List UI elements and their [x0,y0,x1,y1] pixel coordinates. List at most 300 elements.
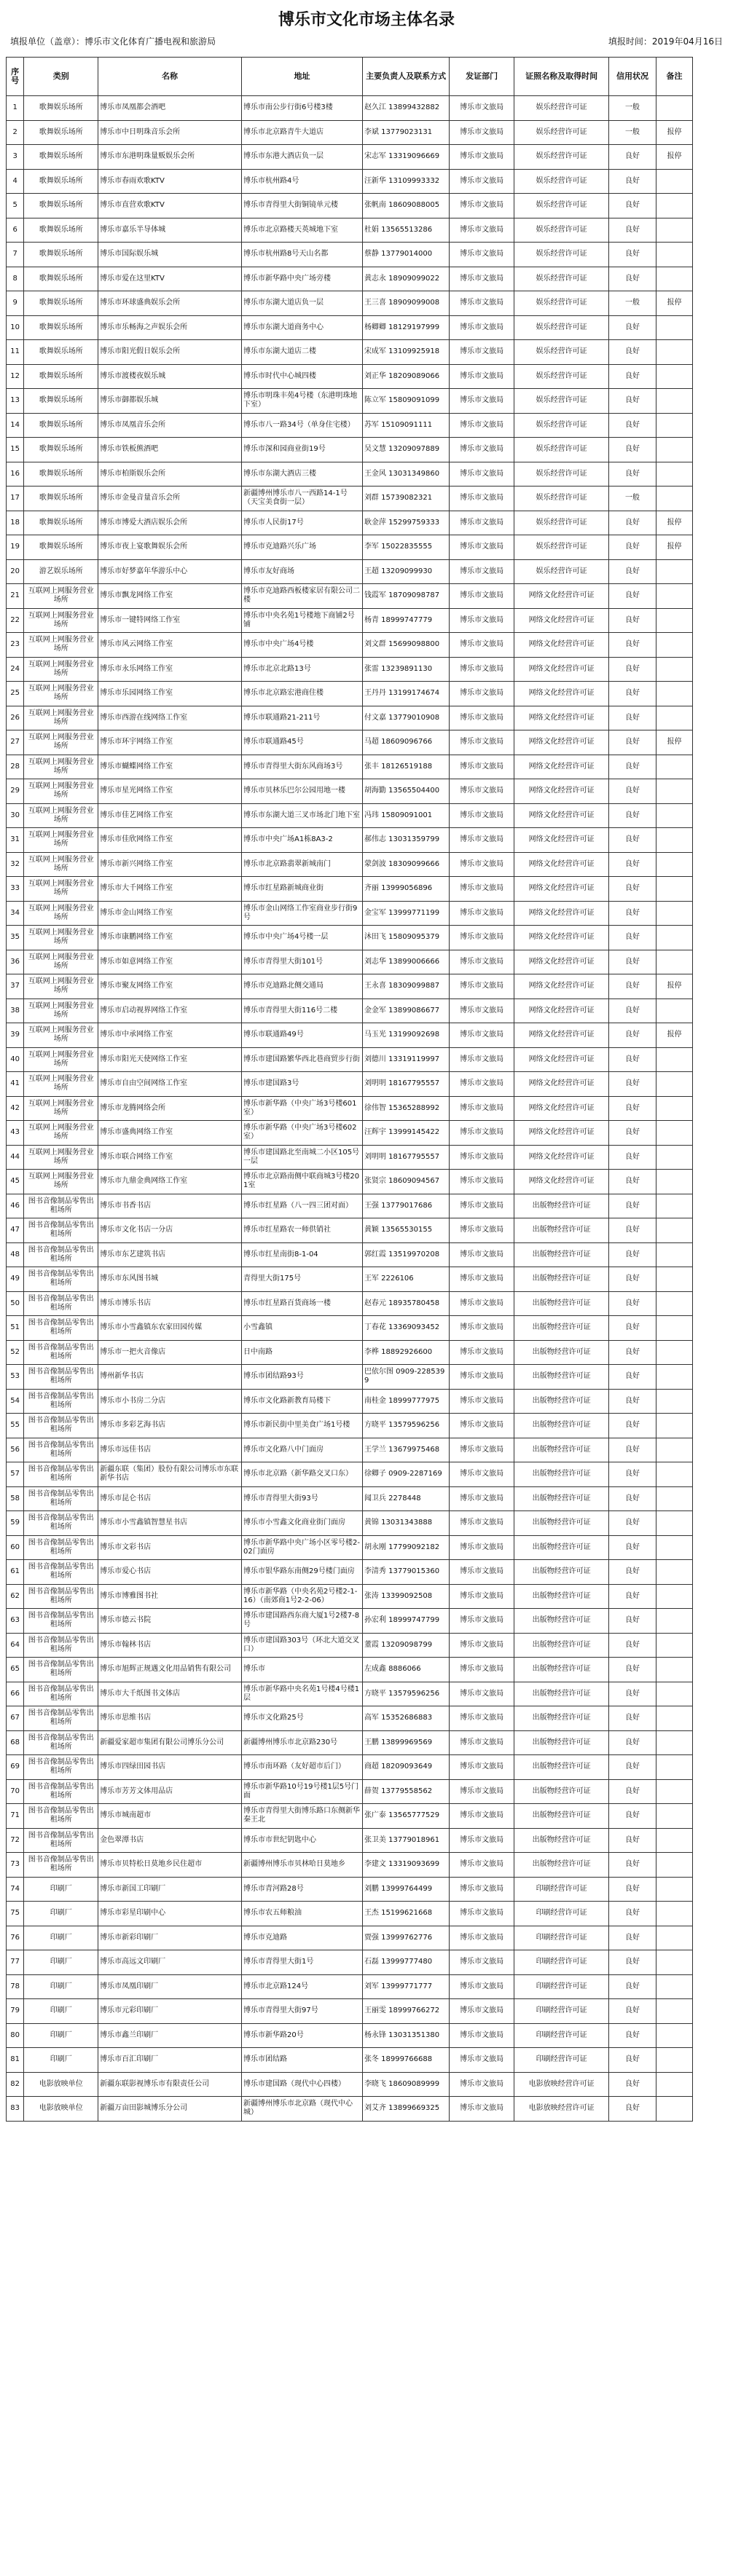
table-row [7,243,727,267]
cell-issuer: 博乐市文旅局 [450,1047,514,1072]
cell-name: 博乐市金山网络工作室 [98,901,242,926]
cell-index: 12 [7,364,24,389]
cell-address: 博乐市建国路北至南城二小区105号一层 [242,1145,363,1170]
table-row [7,926,727,950]
cell-address: 博乐市联通路21-211号 [242,706,363,730]
cell-name: 博乐市盛典网络工作室 [98,1121,242,1146]
cell-remark [656,1340,693,1365]
cell-credit: 良好 [609,1779,656,1804]
cell-index: 8 [7,267,24,291]
cell-license: 网络文化经营许可证 [514,657,609,682]
cell-index: 74 [7,1877,24,1902]
table-row [7,1511,727,1536]
cell-category: 互联网上网服务营业场所 [24,852,98,877]
cell-address: 博乐市团结路93号 [242,1365,363,1390]
cell-category: 互联网上网服务营业场所 [24,1121,98,1146]
cell-credit: 良好 [609,803,656,828]
cell-remark [656,267,693,291]
cell-name: 博乐市新兴网络工作室 [98,852,242,877]
cell-remark [656,1145,693,1170]
cell-issuer: 博乐市文旅局 [450,1682,514,1706]
cell-name: 博乐市龙腾网络会所 [98,1096,242,1121]
cell-index: 10 [7,315,24,340]
cell-issuer: 博乐市文旅局 [450,487,514,511]
cell-address: 博乐市农五师粮油 [242,1902,363,1926]
cell-address: 博乐市新华路中央名苑1号楼4号楼1层 [242,1682,363,1706]
cell-category: 歌舞娱乐场所 [24,120,98,145]
cell-address: 博乐市中央广场A1栋8A3-2 [242,828,363,853]
cell-credit: 良好 [609,706,656,730]
cell-name: 博乐市乐畅海之声娱乐会所 [98,315,242,340]
cell-category: 互联网上网服务营业场所 [24,974,98,999]
cell-contact: 杨永锋 13031351380 [362,2023,449,2048]
cell-issuer: 博乐市文旅局 [450,1486,514,1511]
cell-license: 出版物经营许可证 [514,1633,609,1658]
cell-issuer: 博乐市文旅局 [450,1633,514,1658]
cell-category: 图书音像制品零售出租场所 [24,1194,98,1218]
cell-address: 博乐市建国路西东商大厦1号2楼7-8号 [242,1609,363,1634]
cell-issuer: 博乐市文旅局 [450,413,514,438]
cell-license: 印刷经营许可证 [514,2048,609,2073]
cell-contact: 南桂金 18999777975 [362,1389,449,1414]
cell-category: 图书音像制品零售出租场所 [24,1804,98,1829]
cell-credit: 一般 [609,96,656,121]
cell-category: 电影放映单位 [24,2072,98,2097]
cell-address: 博乐市青得里大街铜镜单元楼 [242,194,363,218]
cell-index: 18 [7,511,24,535]
cell-index: 61 [7,1560,24,1585]
cell-license: 出版物经营许可证 [514,1340,609,1365]
cell-credit: 良好 [609,1974,656,1999]
cell-category: 图书音像制品零售出租场所 [24,1462,98,1487]
cell-category: 互联网上网服务营业场所 [24,1023,98,1048]
cell-license: 出版物经营许可证 [514,1438,609,1462]
cell-credit: 良好 [609,1145,656,1170]
cell-credit: 良好 [609,877,656,902]
cell-issuer: 博乐市文旅局 [450,974,514,999]
table-row [7,755,727,779]
cell-category: 互联网上网服务营业场所 [24,1072,98,1097]
cell-category: 互联网上网服务营业场所 [24,926,98,950]
cell-remark: 报停 [656,511,693,535]
cell-address: 博乐市青得里大街1号 [242,1950,363,1975]
cell-index: 60 [7,1535,24,1560]
cell-address: 博乐市新华路（中央名苑2号楼2-1-16）（南郊商1号2-2-06） [242,1584,363,1609]
cell-remark [656,1267,693,1292]
cell-credit: 良好 [609,1267,656,1292]
cell-license: 网络文化经营许可证 [514,682,609,706]
cell-contact: 汪辉宇 13999145422 [362,1121,449,1146]
cell-credit: 良好 [609,926,656,950]
cell-issuer: 博乐市文旅局 [450,1902,514,1926]
cell-license: 娱乐经营许可证 [514,194,609,218]
header-license: 证照名称及取得时间 [514,58,609,96]
cell-address: 博乐市南公步行街6号楼3楼 [242,96,363,121]
cell-contact: 徐卿子 0909-2287169 [362,1462,449,1487]
cell-remark [656,1902,693,1926]
cell-index: 50 [7,1291,24,1316]
cell-name: 博乐市金曼音量音乐会所 [98,487,242,511]
cell-license: 出版物经营许可证 [514,1389,609,1414]
cell-issuer: 博乐市文旅局 [450,1414,514,1438]
cell-remark: 报停 [656,535,693,560]
cell-category: 图书音像制品零售出租场所 [24,1218,98,1243]
cell-address: 博乐市青得里大街116号二楼 [242,999,363,1023]
cell-remark [656,2023,693,2048]
cell-license: 网络文化经营许可证 [514,755,609,779]
cell-issuer: 博乐市文旅局 [450,999,514,1023]
cell-name: 博乐市西游在线网络工作室 [98,706,242,730]
cell-credit: 良好 [609,950,656,974]
cell-contact: 蒙剑波 18309099666 [362,852,449,877]
table-row [7,1682,727,1706]
cell-license: 出版物经营许可证 [514,1682,609,1706]
cell-credit: 良好 [609,2048,656,2073]
cell-index: 58 [7,1486,24,1511]
cell-index: 65 [7,1658,24,1682]
cell-name: 新疆爱家超市集团有限公司博乐分公司 [98,1730,242,1755]
cell-remark [656,243,693,267]
cell-name: 新疆东联影视博乐市有限责任公司 [98,2072,242,2097]
cell-issuer: 博乐市文旅局 [450,852,514,877]
cell-name: 博州新华书店 [98,1365,242,1390]
cell-index: 64 [7,1633,24,1658]
cell-remark [656,1706,693,1731]
cell-name: 新疆东联（集团）股份有限公司博乐市东联新华书店 [98,1462,242,1487]
cell-contact: 张雷 13239891130 [362,657,449,682]
cell-contact: 商超 18209093649 [362,1755,449,1780]
cell-issuer: 博乐市文旅局 [450,535,514,560]
cell-address: 博乐市新华路中央广场小区零号楼2-02门面房 [242,1535,363,1560]
table-row [7,145,727,170]
cell-index: 82 [7,2072,24,2097]
cell-contact: 张冬 18999766688 [362,2048,449,2073]
cell-address: 博乐市青河路28号 [242,1877,363,1902]
cell-credit: 良好 [609,1902,656,1926]
cell-remark [656,608,693,633]
cell-address: 博乐市贝林乐巴尔公园用地一楼 [242,779,363,804]
cell-contact: 刘群 15739082321 [362,487,449,511]
cell-index: 29 [7,779,24,804]
cell-index: 21 [7,584,24,609]
cell-contact: 薛贺 13779558562 [362,1779,449,1804]
cell-address: 博乐市东湖大道商务中心 [242,315,363,340]
table-row [7,1340,727,1365]
cell-address: 博乐市克迪路北侧交通局 [242,974,363,999]
cell-index: 26 [7,706,24,730]
cell-license: 娱乐经营许可证 [514,315,609,340]
cell-name: 博乐市风云网络工作室 [98,633,242,658]
cell-category: 印刷厂 [24,1974,98,1999]
cell-license: 网络文化经营许可证 [514,950,609,974]
cell-contact: 刘军 13999771777 [362,1974,449,1999]
cell-license: 出版物经营许可证 [514,1730,609,1755]
cell-index: 5 [7,194,24,218]
table-row [7,389,727,414]
cell-name: 博乐市凤凰印刷厂 [98,1974,242,1999]
cell-address: 博乐市北京路南侧中联商城3号楼201室 [242,1170,363,1194]
cell-name: 博乐市思维书店 [98,1706,242,1731]
cell-remark [656,1194,693,1218]
cell-category: 歌舞娱乐场所 [24,145,98,170]
cell-contact: 赵春元 18935780458 [362,1291,449,1316]
cell-address: 博乐市建国路303号（环北大道交叉口） [242,1633,363,1658]
cell-issuer: 博乐市文旅局 [450,1584,514,1609]
cell-index: 45 [7,1170,24,1194]
cell-name: 博乐市铁板熊酒吧 [98,438,242,462]
cell-license: 印刷经营许可证 [514,1999,609,2024]
cell-credit: 良好 [609,169,656,194]
cell-index: 47 [7,1218,24,1243]
table-row [7,999,727,1023]
cell-name: 博乐市如意网络工作室 [98,950,242,974]
cell-remark [656,1242,693,1267]
cell-index: 25 [7,682,24,706]
cell-contact: 李建文 13319093699 [362,1853,449,1878]
cell-address: 博乐市杭州路4号 [242,169,363,194]
header-name: 名称 [98,58,242,96]
cell-issuer: 博乐市文旅局 [450,1974,514,1999]
cell-category: 歌舞娱乐场所 [24,487,98,511]
cell-license: 印刷经营许可证 [514,1974,609,1999]
cell-credit: 良好 [609,1072,656,1097]
cell-remark [656,901,693,926]
cell-issuer: 博乐市文旅局 [450,730,514,755]
cell-address: 博乐市红星路百货商场一楼 [242,1291,363,1316]
cell-index: 79 [7,1999,24,2024]
cell-contact: 金宝军 13999771199 [362,901,449,926]
cell-remark [656,1804,693,1829]
cell-issuer: 博乐市文旅局 [450,169,514,194]
cell-credit: 良好 [609,1535,656,1560]
cell-issuer: 博乐市文旅局 [450,1755,514,1780]
cell-credit: 良好 [609,2097,656,2122]
cell-category: 电影放映单位 [24,2097,98,2122]
table-row [7,1316,727,1341]
cell-name: 博乐市一把火音像店 [98,1340,242,1365]
cell-license: 娱乐经营许可证 [514,291,609,316]
cell-name: 博乐市多彩艺海书店 [98,1414,242,1438]
cell-address: 博乐市北京路楼天英城地下室 [242,218,363,243]
cell-license: 网络文化经营许可证 [514,730,609,755]
cell-contact: 马玉光 13199092698 [362,1023,449,1048]
table-row [7,1779,727,1804]
cell-remark [656,389,693,414]
cell-index: 37 [7,974,24,999]
cell-name: 博乐市大千网络工作室 [98,877,242,902]
cell-category: 图书音像制品零售出租场所 [24,1633,98,1658]
cell-remark [656,487,693,511]
cell-address: 博乐市青得里大街东风商场3号 [242,755,363,779]
cell-contact: 宋成军 13109925918 [362,340,449,365]
table-row [7,1804,727,1829]
header-contact: 主要负责人及联系方式 [362,58,449,96]
cell-issuer: 博乐市文旅局 [450,1145,514,1170]
cell-category: 图书音像制品零售出租场所 [24,1486,98,1511]
cell-issuer: 博乐市文旅局 [450,340,514,365]
cell-credit: 良好 [609,584,656,609]
cell-remark [656,706,693,730]
cell-address: 博乐市深和园商业街19号 [242,438,363,462]
header-remark: 备注 [656,58,693,96]
cell-contact: 石磊 13999777480 [362,1950,449,1975]
cell-remark [656,999,693,1023]
cell-address: 博乐市文化路25号 [242,1706,363,1731]
cell-address: 博乐市北京路124号 [242,1974,363,1999]
table-row [7,559,727,584]
cell-credit: 良好 [609,1242,656,1267]
cell-issuer: 博乐市文旅局 [450,2097,514,2122]
table-row [7,1902,727,1926]
cell-category: 歌舞娱乐场所 [24,511,98,535]
cell-issuer: 博乐市文旅局 [450,462,514,487]
cell-credit: 良好 [609,218,656,243]
cell-credit: 良好 [609,1877,656,1902]
cell-address: 青得里大街175号 [242,1267,363,1292]
cell-license: 娱乐经营许可证 [514,218,609,243]
cell-remark [656,194,693,218]
cell-credit: 良好 [609,438,656,462]
cell-index: 6 [7,218,24,243]
cell-credit: 良好 [609,1047,656,1072]
cell-name: 博乐市一键特网络工作室 [98,608,242,633]
cell-address: 博乐市联通路49号 [242,1023,363,1048]
cell-category: 图书音像制品零售出租场所 [24,1609,98,1634]
cell-remark [656,1121,693,1146]
cell-category: 互联网上网服务营业场所 [24,1096,98,1121]
cell-license: 出版物经营许可证 [514,1779,609,1804]
cell-index: 59 [7,1511,24,1536]
cell-category: 互联网上网服务营业场所 [24,901,98,926]
cell-credit: 良好 [609,1755,656,1780]
cell-license: 出版物经营许可证 [514,1194,609,1218]
cell-address: 博乐市团结路 [242,2048,363,2073]
cell-index: 14 [7,413,24,438]
cell-license: 出版物经营许可证 [514,1658,609,1682]
table-body [7,96,727,2122]
cell-contact: 贾强 13999762776 [362,1926,449,1950]
cell-index: 23 [7,633,24,658]
cell-credit: 良好 [609,389,656,414]
cell-address: 博乐市文化路八中门面房 [242,1438,363,1462]
cell-license: 印刷经营许可证 [514,1926,609,1950]
cell-remark [656,1926,693,1950]
cell-credit: 良好 [609,462,656,487]
cell-credit: 良好 [609,535,656,560]
cell-name: 博乐市博乐书店 [98,1291,242,1316]
cell-issuer: 博乐市文旅局 [450,145,514,170]
cell-name: 博乐市春雨欢歌KTV [98,169,242,194]
cell-issuer: 博乐市文旅局 [450,633,514,658]
cell-index: 13 [7,389,24,414]
cell-credit: 良好 [609,633,656,658]
table-row [7,803,727,828]
cell-license: 网络文化经营许可证 [514,877,609,902]
cell-category: 互联网上网服务营业场所 [24,730,98,755]
cell-remark [656,1828,693,1853]
cell-remark [656,852,693,877]
cell-address: 博乐市时代中心城四楼 [242,364,363,389]
table-row [7,1072,727,1097]
cell-category: 歌舞娱乐场所 [24,315,98,340]
cell-license: 出版物经营许可证 [514,1316,609,1341]
cell-contact: 齐丽 13999056896 [362,877,449,902]
table-header-row [7,58,727,96]
cell-name: 博乐市中日明珠音乐会所 [98,120,242,145]
cell-issuer: 博乐市文旅局 [450,1999,514,2024]
cell-license: 网络文化经营许可证 [514,633,609,658]
table-row [7,1218,727,1243]
cell-index: 81 [7,2048,24,2073]
cell-issuer: 博乐市文旅局 [450,291,514,316]
cell-license: 娱乐经营许可证 [514,169,609,194]
cell-index: 28 [7,755,24,779]
cell-remark [656,1438,693,1462]
cell-index: 4 [7,169,24,194]
table-row [7,1170,727,1194]
cell-contact: 刘文群 15699098800 [362,633,449,658]
cell-category: 印刷厂 [24,1999,98,2024]
cell-category: 图书音像制品零售出租场所 [24,1414,98,1438]
table-row [7,1096,727,1121]
table-row [7,96,727,121]
cell-license: 出版物经营许可证 [514,1414,609,1438]
cell-category: 互联网上网服务营业场所 [24,999,98,1023]
cell-category: 歌舞娱乐场所 [24,462,98,487]
cell-address: 博乐市克迪路兴乐广场 [242,535,363,560]
cell-category: 歌舞娱乐场所 [24,169,98,194]
cell-license: 网络文化经营许可证 [514,608,609,633]
cell-contact: 王强 13779017686 [362,1194,449,1218]
cell-contact: 王永喜 18309099887 [362,974,449,999]
cell-category: 互联网上网服务营业场所 [24,779,98,804]
cell-credit: 良好 [609,243,656,267]
cell-contact: 方晓平 13579596256 [362,1414,449,1438]
table-row [7,828,727,853]
cell-name: 博乐市书香书店 [98,1194,242,1218]
cell-credit: 良好 [609,974,656,999]
cell-index: 55 [7,1414,24,1438]
cell-contact: 王金风 13031349860 [362,462,449,487]
cell-credit: 良好 [609,682,656,706]
cell-name: 金色翠潭书店 [98,1828,242,1853]
cell-index: 34 [7,901,24,926]
cell-index: 40 [7,1047,24,1072]
cell-address: 小雪鑫镇 [242,1316,363,1341]
cell-license: 出版物经营许可证 [514,1609,609,1634]
cell-category: 图书音像制品零售出租场所 [24,1755,98,1780]
cell-issuer: 博乐市文旅局 [450,1170,514,1194]
cell-address: 博乐市东湖大酒店三楼 [242,462,363,487]
cell-address: 博乐市新华路（中央广场3号楼602室） [242,1121,363,1146]
cell-issuer: 博乐市文旅局 [450,706,514,730]
cell-credit: 良好 [609,1194,656,1218]
cell-remark [656,1999,693,2024]
cell-category: 歌舞娱乐场所 [24,243,98,267]
cell-name: 博乐市文化书店一分店 [98,1218,242,1243]
table-row [7,1633,727,1658]
table-row [7,2097,727,2122]
table-row [7,584,727,609]
registry-table [6,57,727,2122]
cell-license: 娱乐经营许可证 [514,462,609,487]
cell-credit: 良好 [609,340,656,365]
cell-credit: 良好 [609,364,656,389]
cell-name: 博乐市爱心书店 [98,1560,242,1585]
cell-issuer: 博乐市文旅局 [450,1853,514,1878]
cell-credit: 良好 [609,730,656,755]
cell-license: 娱乐经营许可证 [514,389,609,414]
